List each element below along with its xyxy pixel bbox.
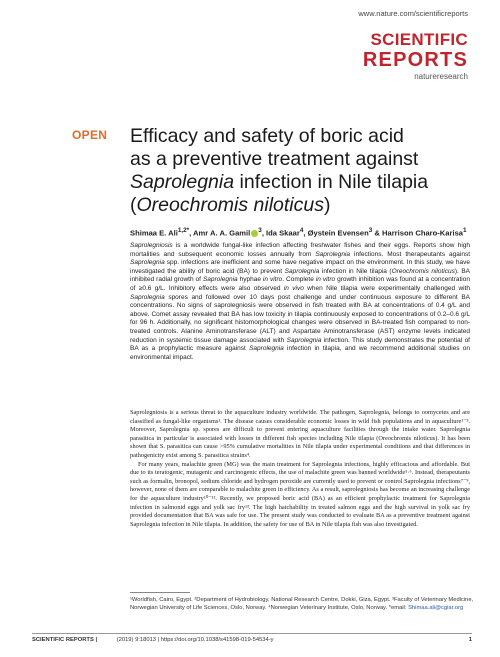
logo-line-natureresearch: natureresearch	[414, 72, 468, 81]
journal-url[interactable]: www.nature.com/scientificreports	[358, 9, 468, 18]
author-1-affil: 1,2*	[177, 227, 190, 234]
author-3-affil: 4	[299, 227, 304, 234]
article-title	[130, 125, 470, 217]
abstract-text: ). BA inhibited radial growth of	[130, 267, 470, 284]
abstract-text: is a worldwide fungal-like infection affecting freshwater fishes and their eggs. Reports show high mortalities and subsequent economic losses annually from	[130, 242, 470, 258]
footer-divider	[32, 633, 472, 634]
page-number: 1	[468, 637, 472, 643]
author-4[interactable]: , Øystein Evensen	[303, 228, 369, 238]
author-2[interactable]: , Amr A. A. Gamil	[189, 228, 251, 238]
footer-journal-name: SCIENTIFIC REPORTS |	[32, 637, 98, 643]
title-line-3-rest: infection in Nile tilapia	[234, 171, 429, 193]
abstract-text: hyphae	[237, 276, 263, 284]
main-text	[130, 409, 470, 529]
abstract-text: infection in Nile tilapia (	[319, 267, 392, 275]
footnote-divider	[130, 592, 190, 593]
title-paren-close: )	[323, 194, 331, 216]
open-access-label: OPEN	[72, 128, 108, 142]
abstract-italic: Saprolegnia	[249, 345, 284, 353]
body-paragraph-2: For many years, malachite green (MG) was the main treatment for Saprolegnia infections, highly efficacious and affordable. But due to its teratogenic, mutagenic and carcinogenic effects, the use of malachite green was banned worldwide⁵·⁶. Instead, therapeutants such as formalin, bronopol, sodium chloride and hydrogen peroxide are currently used to prevent or control Saprolegnia infections⁷⁻⁹, however, none of them are comparable to malachite green in efficiency. As a result, saprolegniosis has become an increasing challenge for the aquaculture industry¹⁰⁻¹². Recently, we proposed boric acid (BA) as an efficient prophylactic treatment for Saprolegnia infection in salmonid eggs and yolk sac fry¹³. The high hatchability in treated salmon eggs and the high survival in yolk sac fry provided documentation that BA was safe for use. The present study was conducted to evaluate BA as a preventive treatment against Saprolegnia infection in Nile tilapia. In addition, the safety for use of BA in Nile tilapia fish was also investigated.	[130, 460, 470, 528]
body-paragraph-1: Saprolegniosis is a serious threat to the aquaculture industry worldwide. The pathogen, Saprolegnia, belongs to oomycetes and are classified as fungal-like organisms¹. The disease causes considerable economic losses in wild fish populations and in aquaculture¹⁻³. Moreover, Saprolegnia sp. spores are difficult to prevent entering aquaculture facilities through the intake water. Saprolegnia parasitica in particular is associated with losses in different fish species including Nile tilapia (Oreochromis niloticus). It has been shown that S. parasitica can cause >95% cumulative mortalities in Nile tilapia under experimental conditions and that differences in pathogenicity exist among S. parasitica strains⁴.	[130, 409, 470, 459]
abstract-italic: in vitro	[262, 276, 283, 284]
abstract-text: when Nile tilapia were experimentally challenged with	[303, 284, 471, 292]
abstract-italic: Saprolegnia	[315, 250, 351, 258]
title-line-2: as a preventive treatment against	[130, 148, 419, 170]
abstract-italic: in vivo	[283, 284, 304, 292]
journal-logo	[363, 30, 468, 81]
abstract	[130, 242, 470, 362]
abstract-text: . Complete	[282, 276, 316, 284]
author-5[interactable]: & Harrison Charo-Karisa	[372, 228, 464, 238]
title-line-1: Efficacy and safety of boric acid	[130, 125, 404, 147]
title-italic-species: Oreochromis niloticus	[136, 194, 324, 216]
author-1[interactable]: Shimaa E. Ali	[130, 228, 178, 238]
author-5-affil: 1	[463, 227, 467, 234]
corresponding-email-link[interactable]: Shimaa.ali@cgiar.org	[408, 604, 464, 611]
abstract-text: growth inhibition was found at a concentration of ≥0.6 g/L. Inhibitory effects were also observed	[130, 276, 470, 292]
abstract-italic: Saprolegniosis	[130, 242, 173, 249]
abstract-text: infections. Most therapeutants against	[350, 250, 470, 258]
affiliations-footnote	[130, 597, 475, 612]
abstract-italic: Saprolegnia	[130, 293, 165, 301]
author-list	[130, 227, 475, 238]
logo-line-scientific: SCIENTIFIC	[370, 30, 468, 49]
abstract-text: spores and followed over 10 days post challenge and under continuous exposure to different BA concentrations. No signs of saprolegniosis were observed in fish treated with BA at concentrations of 0.4 g/L and above. Comet assay revealed that BA has low toxicity in tilapia continuously exposed to concentrations of 0.2–0.6 g/L for 96 h. Additionally, no significant histomorphological changes were observed in BA-treated fish compared to non-treated controls. Alanine Aminotransferase (ALT) and Aspartate Aminotransferase (AST) enzyme levels indicated reduction in systemic tissue damage associated with	[130, 293, 470, 344]
title-paren-open: (	[130, 194, 137, 216]
abstract-text: infection. This study demonstrates the potential of BA as a prophylactic measure against	[130, 336, 470, 353]
title-italic-saprolegnia: Saprolegnia	[130, 171, 235, 193]
abstract-text: spp. infections are inefficient and some have negative impact on the environment. In this study, we have investigated the ability of boric acid (BA) to prevent	[130, 259, 470, 275]
abstract-italic: Saprolegnia	[202, 276, 238, 284]
author-4-affil: 3	[368, 227, 373, 234]
abstract-italic: Saprolegnia	[286, 336, 322, 344]
author-2-affil: 3	[258, 227, 262, 234]
author-3[interactable]: , Ida Skaar	[261, 228, 300, 238]
abstract-italic: Oreochromis niloticus	[391, 267, 455, 275]
page-footer	[32, 637, 472, 643]
logo-line-reports: REPORTS	[362, 49, 468, 71]
abstract-text: infection in tilapia, and we recommend additional studies on environmental impact.	[130, 345, 471, 361]
abstract-italic: Saprolegnia	[130, 259, 165, 267]
abstract-italic: Saprolegnia	[284, 267, 320, 275]
abstract-italic: in vitro	[315, 276, 336, 284]
footer-doi-link[interactable]: (2019) 9:18013 | https://doi.org/10.1038/s41598-019-54534-y	[116, 637, 274, 643]
affiliations-text: ¹Worldfish, Cairo, Egypt. ²Department of Hydrobiology, National Research Centre, Dokki, Giza, Egypt. ³Faculty of Veterinary Medicine, Norwegian University of Life Sciences, Oslo, Norway. ⁴Norwegian Veterinary Institute, Oslo, Norway. *email:	[130, 597, 474, 611]
